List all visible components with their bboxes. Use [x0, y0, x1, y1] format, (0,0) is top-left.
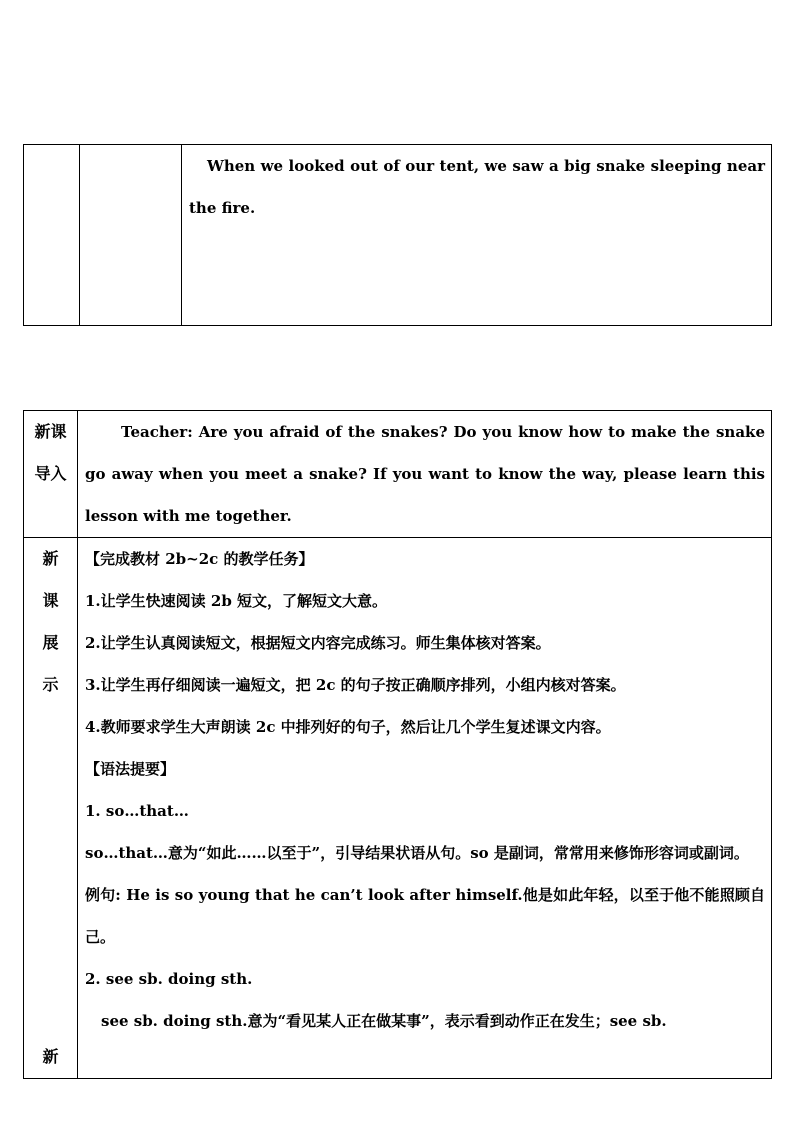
show-label-char-4: 示 [42, 675, 59, 694]
show-label-char-3: 展 [42, 633, 59, 652]
example-sentence: When we looked out of our tent, we saw a big snake sleeping near the fire. [189, 157, 765, 217]
step-1: 1.让学生快速阅读 2b 短文，了解短文大意。 [85, 592, 388, 610]
lesson-table [23, 410, 772, 1079]
top-table [23, 144, 772, 326]
grammar-1-title: 1. so…that… [85, 802, 189, 820]
grammar-2-text: see sb. doing sth.意为“看见某人正在做某事”，表示看到动作正在发生；see sb. [101, 1012, 667, 1030]
intro-label-line-2: 导入 [34, 464, 67, 483]
show-label-char-1: 新 [42, 549, 59, 568]
grammar-1-text: so…that…意为“如此……以至于”，引导结果状语从句。so 是副词，常常用来修饰形容词或副词。 [85, 844, 749, 862]
intro-text: Teacher: Are you afraid of the snakes? Do you know how to make the snake go away when you meet a snake? If you want to know the way, please learn this lesson with me together. [85, 423, 765, 525]
top-empty-cell-2 [80, 145, 182, 326]
grammar-2-title: 2. see sb. doing sth. [85, 970, 253, 988]
grammar-heading: 【语法提要】 [85, 760, 176, 778]
intro-content-cell [78, 411, 772, 538]
step-4: 4.教师要求学生大声朗读 2c 中排列好的句子，然后让几个学生复述课文内容。 [85, 718, 611, 736]
next-label-char: 新 [42, 1047, 59, 1066]
task-heading: 【完成教材 2b~2c 的教学任务】 [85, 550, 314, 568]
top-content-cell [182, 145, 772, 326]
intro-label-cell [24, 411, 78, 538]
show-label-char-2: 课 [42, 591, 59, 610]
show-label-cell [24, 538, 78, 1079]
show-content-cell [78, 538, 772, 1079]
step-3: 3.让学生再仔细阅读一遍短文，把 2c 的句子按正确顺序排列，小组内核对答案。 [85, 676, 626, 694]
top-empty-cell-1 [24, 145, 80, 326]
intro-label-line-1: 新课 [34, 422, 67, 441]
grammar-1-example: 例句: He is so young that he can’t look after himself.他是如此年轻，以至于他不能照顾自己。 [85, 886, 765, 946]
step-2: 2.让学生认真阅读短文，根据短文内容完成练习。师生集体核对答案。 [85, 634, 551, 652]
